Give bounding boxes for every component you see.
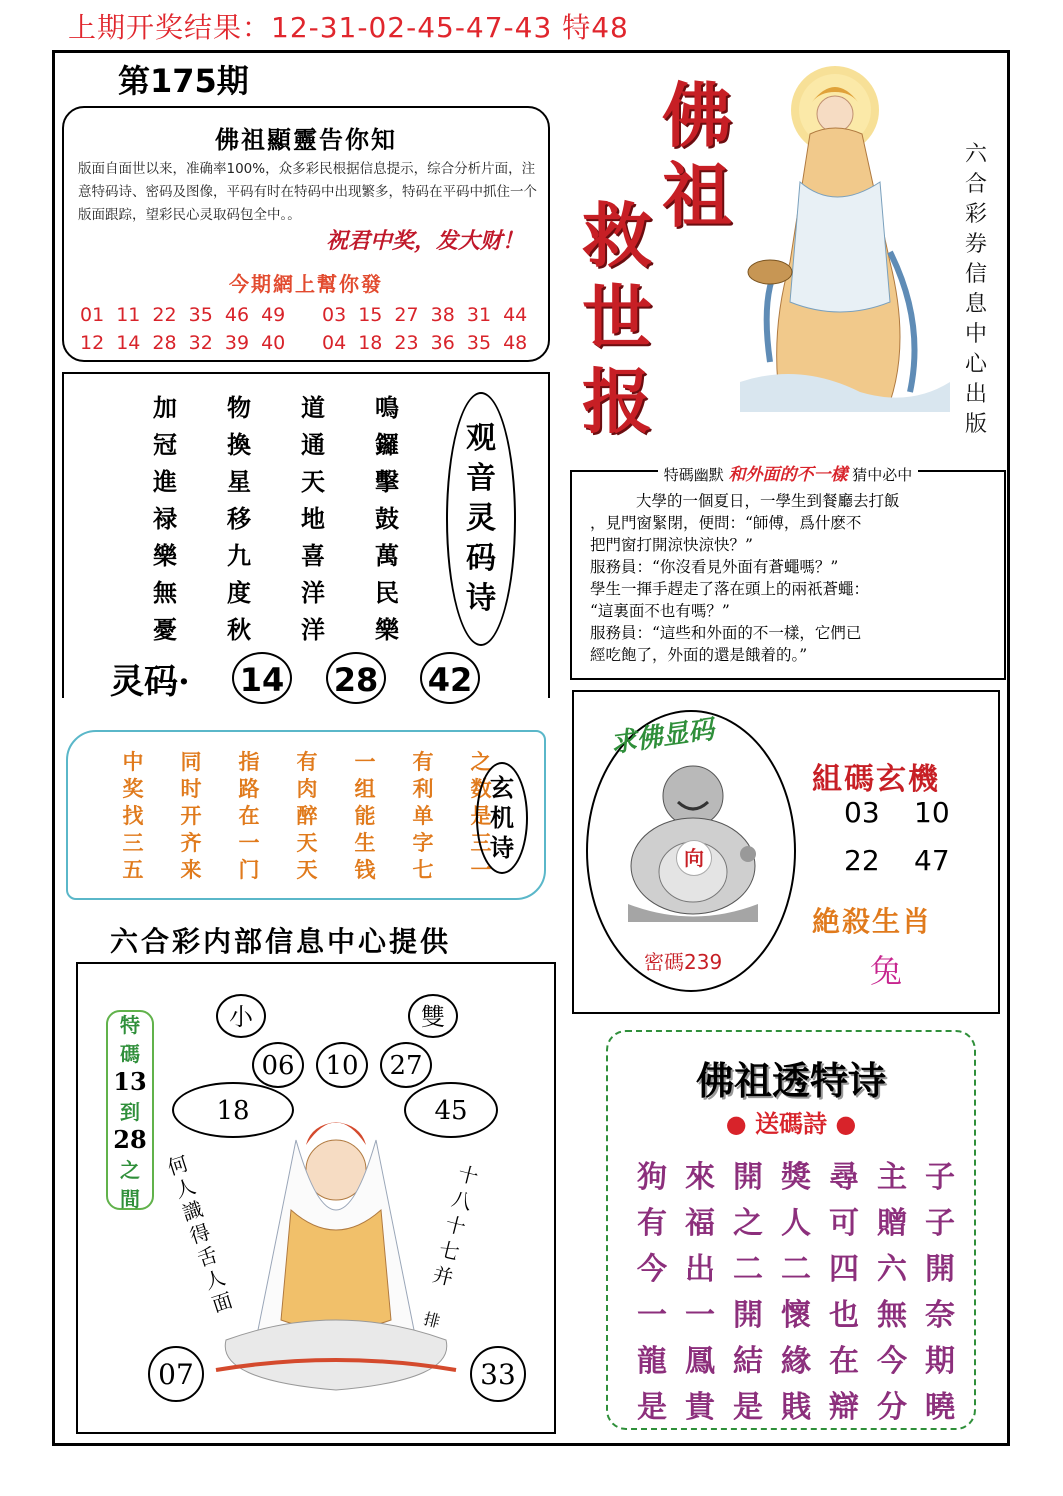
issue-number: 第175期 xyxy=(118,62,249,100)
special-poem-char: 龍 xyxy=(637,1344,667,1379)
mystery-poem-char: 同 xyxy=(180,749,202,774)
guanyin-code-poem-box xyxy=(62,372,550,702)
zuma-title: 組碼玄機 xyxy=(812,762,940,797)
special-poem-char: 福 xyxy=(685,1206,715,1241)
ling-number-1: 14 xyxy=(232,652,292,704)
special-poem-char: 一 xyxy=(685,1298,715,1333)
joke-line: “這裏面不也有嗎？” xyxy=(590,602,730,620)
mystery-poem-char: 单 xyxy=(412,803,434,828)
mystery-poem-char: 一 xyxy=(354,749,376,774)
poem-grid-char: 民 xyxy=(375,578,399,607)
mystery-poem-char: 有 xyxy=(412,749,434,774)
poem-grid-char: 加 xyxy=(153,393,177,422)
special-poem-char: 曉 xyxy=(925,1390,955,1425)
mystery-poem-char: 天 xyxy=(296,857,318,882)
poem-grid-char: 憂 xyxy=(153,615,177,644)
special-poem-char: 贈 xyxy=(877,1206,907,1241)
mystery-poem-char: 中 xyxy=(122,749,144,774)
poem-grid-char: 鼓 xyxy=(375,504,399,533)
mystery-side-oval: 玄 机 诗 xyxy=(476,762,528,874)
joke-line: 服務員：“你沒看見外面有蒼蠅嗎？” xyxy=(590,558,839,576)
special-poem-char: 是 xyxy=(733,1390,763,1425)
mystery-poem-char: 有 xyxy=(296,749,318,774)
special-range-box: 特 碼 13 到 28 之 間 xyxy=(106,1010,154,1210)
title-char-4: 世 xyxy=(582,276,652,359)
poem-grid-char: 無 xyxy=(153,578,177,607)
special-poem-char: 尋 xyxy=(829,1160,859,1195)
mystery-poem-char: 之 xyxy=(470,749,492,774)
special-poem-char: 來 xyxy=(685,1160,715,1195)
mystery-poem-char: 路 xyxy=(238,776,260,801)
poem-grid-char: 鳴 xyxy=(375,393,399,422)
joke-head-left: 特碼幽默 xyxy=(663,466,724,484)
mystery-poem-char: 开 xyxy=(180,803,202,828)
poem-grid-char: 物 xyxy=(227,393,251,422)
poem-grid-char: 九 xyxy=(227,541,251,570)
mystery-poem-char: 在 xyxy=(238,803,260,828)
special-poem-title: 佛祖透特诗 xyxy=(695,1058,886,1103)
buddha-badge: 向 xyxy=(676,840,712,876)
special-poem-char: 期 xyxy=(925,1344,955,1379)
poem-grid-char: 通 xyxy=(301,430,325,459)
poem-grid-char: 冠 xyxy=(153,430,177,459)
special-poem-subtitle: ● 送碼詩 ● xyxy=(725,1109,857,1138)
special-poem-char: 四 xyxy=(829,1252,859,1287)
ling-number-2: 28 xyxy=(326,652,386,704)
poem-grid-char: 進 xyxy=(153,467,177,496)
lower-number-2: 10 xyxy=(316,1042,368,1088)
mystery-poem-char: 指 xyxy=(238,749,260,774)
poem-grid-char: 換 xyxy=(227,430,251,459)
joke-body xyxy=(590,490,994,666)
special-poem-char: 狗 xyxy=(637,1160,667,1195)
guanyin-seated-illustration xyxy=(196,1100,476,1400)
poem-grid-char: 禄 xyxy=(153,504,177,533)
mystery-poem-char: 能 xyxy=(354,803,376,828)
special-poem-char: 貴 xyxy=(685,1390,715,1425)
joke-line: ，見門窗緊閉，便問：“師傅，爲什麽不 xyxy=(590,514,862,532)
intro-heading: 佛祖顯靈告你知 xyxy=(215,125,397,154)
kill-zodiac-title: 絶殺生肖 xyxy=(812,905,933,938)
special-poem-char: 無 xyxy=(877,1298,907,1333)
mystery-poem-char: 五 xyxy=(122,857,144,882)
mystery-poem-char: 组 xyxy=(354,776,376,801)
special-poem-char: 懷 xyxy=(781,1298,811,1333)
poem-grid-char: 洋 xyxy=(301,578,325,607)
mystery-poem-char: 生 xyxy=(354,830,376,855)
special-poem-char: 結 xyxy=(733,1344,763,1379)
intro-paragraph: 版面自面世以来，准确率100%，众多彩民根据信息提示，综合分析片面，注意特码诗、密码及图像，平码有时在特码中出现繁多，特码在平码中抓住一个版面跟踪，望彩民心灵取码包全中。。 xyxy=(78,161,537,223)
title-char-2: 祖 xyxy=(662,154,732,237)
special-poem-char: 開 xyxy=(925,1252,955,1287)
poem-grid-char: 度 xyxy=(227,578,251,607)
buddha-label: 求佛显码 xyxy=(608,714,716,760)
special-poem-char: 在 xyxy=(829,1344,859,1379)
special-poem-char: 緣 xyxy=(781,1344,811,1379)
secret-code: 密碼239 xyxy=(644,950,723,974)
special-poem-char: 獎 xyxy=(781,1160,811,1195)
special-poem-char: 子 xyxy=(925,1160,955,1195)
special-poem-char: 奈 xyxy=(925,1298,955,1333)
special-poem-char: 今 xyxy=(877,1344,907,1379)
title-char-3: 救 xyxy=(582,194,652,277)
special-poem-char: 也 xyxy=(829,1298,859,1333)
special-poem-char: 之 xyxy=(733,1206,763,1241)
guanyin-standing-illustration xyxy=(740,62,950,412)
poem-grid-char: 移 xyxy=(227,504,251,533)
special-poem-char: 主 xyxy=(877,1160,907,1195)
special-poem-char: 開 xyxy=(733,1160,763,1195)
special-poem-char: 出 xyxy=(685,1252,715,1287)
mystery-poem-char: 时 xyxy=(180,776,202,801)
lower-number-3: 27 xyxy=(380,1042,432,1088)
buddha-code-box xyxy=(572,690,1000,1014)
poem-grid-char: 秋 xyxy=(227,615,251,644)
zuma-r1a: 03 xyxy=(844,796,880,829)
kill-zodiac-value: 兔 xyxy=(870,952,903,990)
poem-grid-char: 鑼 xyxy=(375,430,399,459)
mystery-poem-char: 字 xyxy=(412,830,434,855)
joke-head-right: 猜中必中 xyxy=(852,466,913,484)
special-poem-grid xyxy=(628,1152,964,1428)
poem-grid xyxy=(128,388,424,647)
special-poem-char: 分 xyxy=(877,1390,907,1425)
mystery-poem-char: 三 xyxy=(122,830,144,855)
small-badge: 小 xyxy=(216,994,266,1038)
left-verse: 何 人 識 得 舌 人 面 xyxy=(164,1151,236,1317)
special-poem-char: 是 xyxy=(637,1390,667,1425)
wish-text: 祝君中奖，发大财！ xyxy=(325,228,524,254)
special-poem-char: 一 xyxy=(637,1298,667,1333)
joke-line: 經吃飽了，外面的還是餓着的。” xyxy=(590,646,808,664)
special-poem-char: 可 xyxy=(829,1206,859,1241)
lower-number-4: 18 xyxy=(172,1082,294,1138)
poem-grid-char: 擊 xyxy=(375,467,399,496)
numbers-row-2a: 12 14 28 32 39 40 xyxy=(80,332,286,354)
mystery-poem-char: 来 xyxy=(180,857,202,882)
provider-line: 六合彩内部信息中心提供 xyxy=(110,925,452,958)
title-char-5: 报 xyxy=(582,360,652,443)
poem-grid-char: 地 xyxy=(301,504,325,533)
mystery-poem-char: 天 xyxy=(296,830,318,855)
numbers-row-1b: 03 15 27 38 31 44 xyxy=(322,304,528,326)
joke-line: 把門窗打開涼快涼快？” xyxy=(590,536,753,554)
mystery-poem-char: 醉 xyxy=(296,803,318,828)
mystery-poem-char: 钱 xyxy=(354,857,376,882)
today-heading: 今期網上幫你發 xyxy=(229,272,383,296)
poem-grid-char: 樂 xyxy=(375,615,399,644)
right-verse: 十 八 十 七 并 排 xyxy=(421,1161,481,1332)
mystery-poem-char: 是 xyxy=(470,803,492,828)
zuma-r2b: 47 xyxy=(914,844,950,877)
special-poem-char: 二 xyxy=(781,1252,811,1287)
special-poem-char: 二 xyxy=(733,1252,763,1287)
joke-box xyxy=(570,465,1006,680)
lower-number-7: 33 xyxy=(470,1346,526,1402)
special-poem-char: 今 xyxy=(637,1252,667,1287)
special-poem-box xyxy=(606,1030,976,1430)
zuma-r1b: 10 xyxy=(914,796,950,829)
poem-grid-char: 樂 xyxy=(153,541,177,570)
joke-line: 服務員：“這些和外面的不一樣，它們已 xyxy=(590,624,862,642)
poem-grid-char: 星 xyxy=(227,467,251,496)
special-poem-char: 鳳 xyxy=(685,1344,715,1379)
poem-grid-char: 喜 xyxy=(301,541,325,570)
special-poem-char: 子 xyxy=(925,1206,955,1241)
mystery-poem-grid xyxy=(104,746,510,881)
mystery-poem-char: 齐 xyxy=(180,830,202,855)
lower-number-6: 07 xyxy=(148,1346,204,1402)
numbers-row-1a: 01 11 22 35 46 49 xyxy=(80,304,286,326)
mystery-poem-char: 肉 xyxy=(296,776,318,801)
side-title-oval: 观 音 灵 码 诗 xyxy=(446,392,516,646)
mystery-poem-scroll xyxy=(66,730,546,900)
poem-grid-char: 天 xyxy=(301,467,325,496)
laughing-buddha-illustration xyxy=(608,754,778,924)
numbers-row-2b: 04 18 23 36 35 48 xyxy=(322,332,528,354)
joke-head-mid: 和外面的不一樣 xyxy=(728,465,848,485)
mystery-poem-char: 三 xyxy=(470,830,492,855)
title-char-1: 佛 xyxy=(662,74,732,157)
special-poem-char: 辯 xyxy=(829,1390,859,1425)
mystery-poem-char: 一 xyxy=(470,857,492,882)
poem-grid-char: 道 xyxy=(301,393,325,422)
lower-number-5: 45 xyxy=(404,1082,498,1138)
special-poem-char: 有 xyxy=(637,1206,667,1241)
mystery-poem-char: 奖 xyxy=(122,776,144,801)
poem-grid-char: 洋 xyxy=(301,615,325,644)
mystery-poem-char: 门 xyxy=(238,857,260,882)
joke-line: 學生一揮手趕走了落在頭上的兩祇蒼蠅： xyxy=(590,580,870,598)
poem-grid-char: 萬 xyxy=(375,541,399,570)
special-poem-char: 賎 xyxy=(781,1390,811,1425)
lower-number-1: 06 xyxy=(252,1042,304,1088)
special-poem-char: 六 xyxy=(877,1252,907,1287)
ling-code-label: 灵码· xyxy=(110,662,190,702)
mystery-poem-char: 七 xyxy=(412,857,434,882)
special-poem-char: 人 xyxy=(781,1206,811,1241)
intro-box xyxy=(62,106,550,362)
mystery-poem-char: 一 xyxy=(238,830,260,855)
special-poem-char: 開 xyxy=(733,1298,763,1333)
joke-line: 大學的一個夏日，一學生到餐廳去打飯 xyxy=(636,492,900,510)
mystery-poem-char: 利 xyxy=(412,776,434,801)
mystery-poem-char: 找 xyxy=(122,803,144,828)
double-badge: 雙 xyxy=(408,994,458,1038)
publisher-vertical: 六 合 彩 券 信 息 中 心 出 版 xyxy=(964,142,987,437)
mystery-poem-char: 数 xyxy=(470,776,492,801)
last-result: 上期开奖结果：12-31-02-45-47-43 特48 xyxy=(68,11,629,44)
zuma-r2a: 22 xyxy=(844,844,880,877)
ling-number-3: 42 xyxy=(420,652,480,704)
